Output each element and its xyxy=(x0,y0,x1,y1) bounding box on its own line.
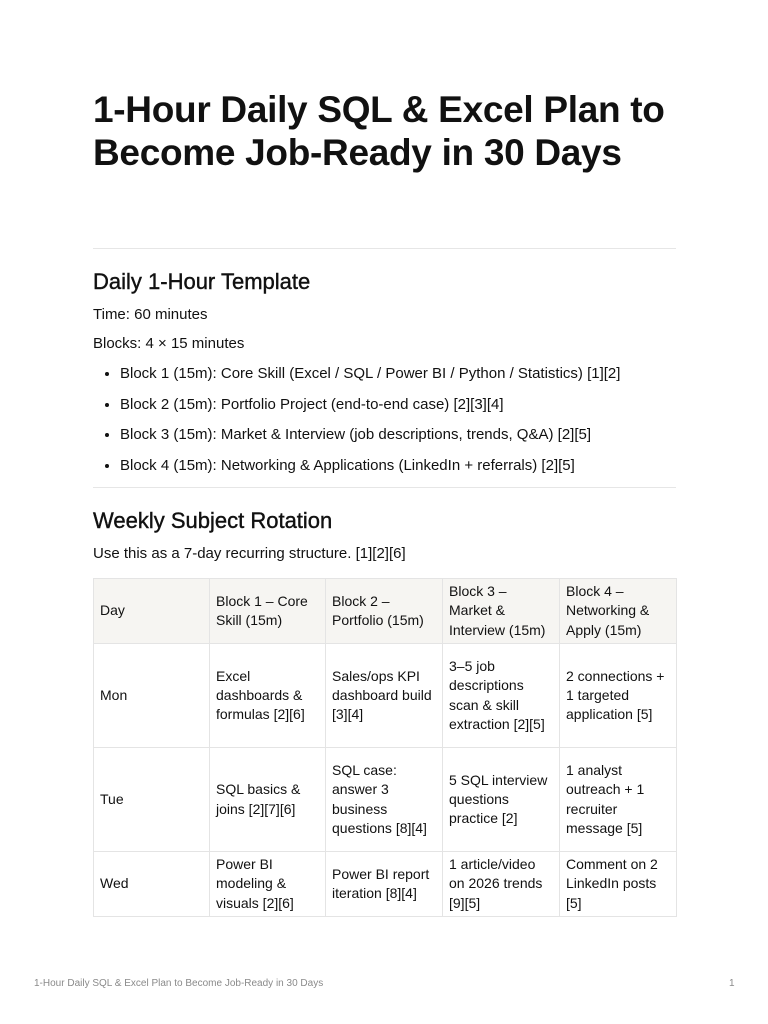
table-cell: 1 article/video on 2026 trends [9][5] xyxy=(443,852,560,917)
table-cell: Power BI modeling & visuals [2][6] xyxy=(210,852,326,917)
table-cell: 1 analyst outreach + 1 recruiter message [5] xyxy=(560,748,677,852)
rotation-intro: Use this as a 7-day recurring structure. [1][2][6] xyxy=(93,545,406,562)
column-header-day: Day xyxy=(94,579,210,644)
section-divider xyxy=(93,248,676,249)
page-title: 1-Hour Daily SQL & Excel Plan to Become Job-Ready in 30 Days xyxy=(93,89,665,173)
table-cell: 3–5 job descriptions scan & skill extraction [2][5] xyxy=(443,644,560,748)
list-item: • Block 2 (15m): Portfolio Project (end-to-end case) [2][3][4] xyxy=(120,395,680,415)
table-row xyxy=(94,852,677,917)
section-divider xyxy=(93,487,676,488)
table-cell: Power BI report iteration [8][4] xyxy=(326,852,443,917)
table-row xyxy=(94,644,677,748)
table-header-row xyxy=(94,579,677,644)
section-heading-template: Daily 1-Hour Template xyxy=(93,269,311,294)
table-cell: Tue xyxy=(94,748,210,852)
column-header-block3: Block 3 – Market & Interview (15m) xyxy=(443,579,560,644)
table-cell: Mon xyxy=(94,644,210,748)
rotation-table xyxy=(93,578,677,917)
table-row xyxy=(94,748,677,852)
table-cell: 5 SQL interview questions practice [2] xyxy=(443,748,560,852)
table-cell: Comment on 2 LinkedIn posts [5] xyxy=(560,852,677,917)
table-cell: 2 connections + 1 targeted application [5] xyxy=(560,644,677,748)
column-header-block1: Block 1 – Core Skill (15m) xyxy=(210,579,326,644)
column-header-block2: Block 2 – Portfolio (15m) xyxy=(326,579,443,644)
table-cell: SQL basics & joins [2][7][6] xyxy=(210,748,326,852)
section-heading-rotation: Weekly Subject Rotation xyxy=(93,508,333,533)
list-item: • Block 3 (15m): Market & Interview (job descriptions, trends, Q&A) [2][5] xyxy=(120,425,680,445)
time-line: Time: 60 minutes xyxy=(93,306,208,323)
table-cell: SQL case: answer 3 business questions [8][4] xyxy=(326,748,443,852)
table-cell: Sales/ops KPI dashboard build [3][4] xyxy=(326,644,443,748)
list-item: • Block 1 (15m): Core Skill (Excel / SQL / Power BI / Python / Statistics) [1][2] xyxy=(120,364,680,384)
blocks-list xyxy=(93,364,680,486)
footer-title: 1-Hour Daily SQL & Excel Plan to Become Job-Ready in 30 Days xyxy=(34,978,324,989)
list-item: • Block 4 (15m): Networking & Applications (LinkedIn + referrals) [2][5] xyxy=(120,456,680,476)
table-cell: Excel dashboards & formulas [2][6] xyxy=(210,644,326,748)
column-header-block4: Block 4 – Networking & Apply (15m) xyxy=(560,579,677,644)
table-cell: Wed xyxy=(94,852,210,917)
page-number: 1 xyxy=(729,978,735,989)
blocks-line: Blocks: 4 × 15 minutes xyxy=(93,335,245,352)
